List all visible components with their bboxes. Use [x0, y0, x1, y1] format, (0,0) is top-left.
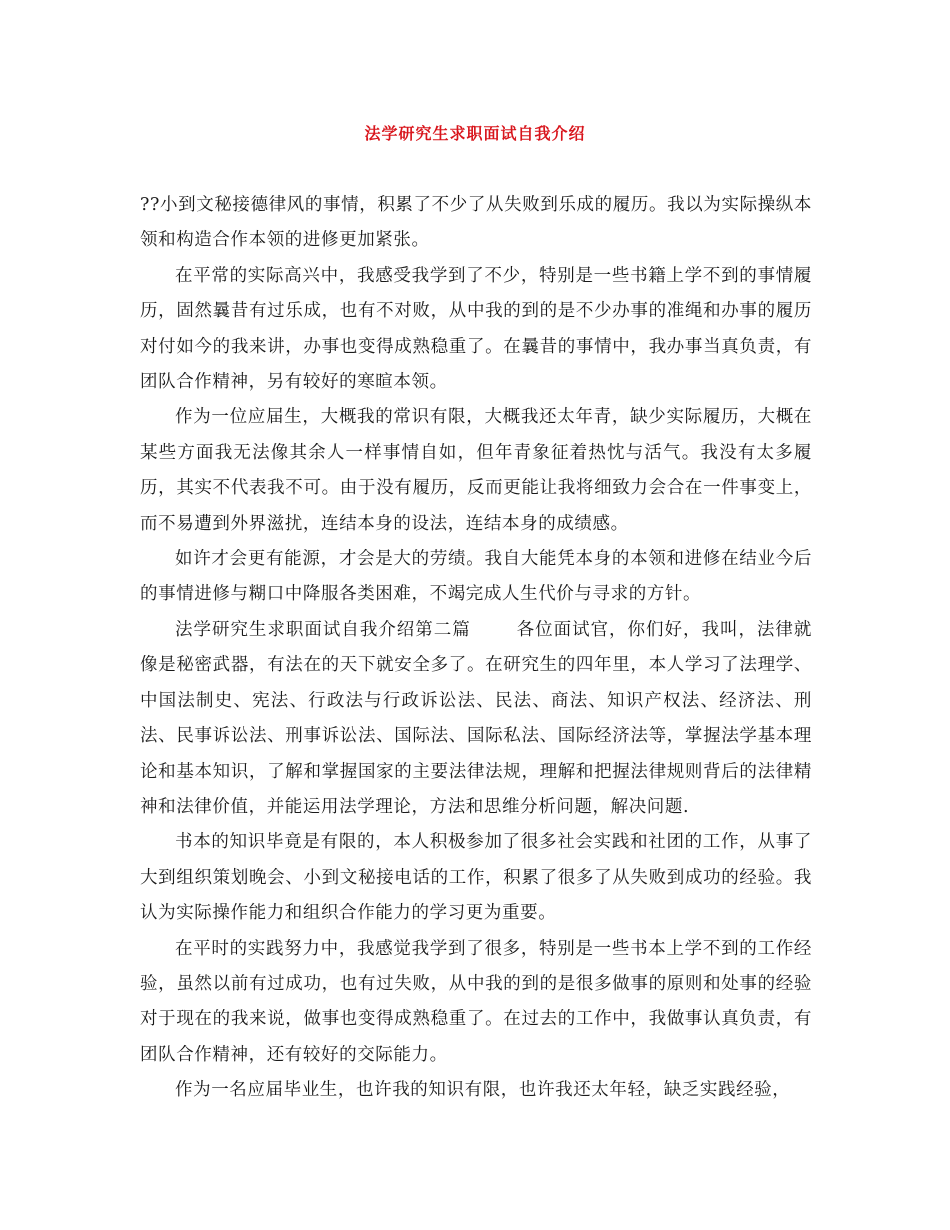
paragraph-1: ??小到文秘接德律风的事情，积累了不少了从失败到乐成的履历。我以为实际操纵本领和构造合作本领的进修更加紧张。 — [140, 195, 812, 251]
paragraph-4: 如许才会更有能源，才会是大的劳绩。我自大能凭本身的本领和进修在结业今后的事情进修与糊口中降服各类困难，不竭完成人生代价与寻求的方针。 — [140, 549, 812, 605]
paragraph-2: 在平常的实际高兴中，我感受我学到了不少，特别是一些书籍上学不到的事情履历，固然曩昔有过乐成，也有不对败，从中我的到的是不少办事的准绳和办事的履历对付如今的我来讲，办事也变得成熟稳重了。在曩昔的事情中，我办事当真负责，有团队合作精神，另有较好的寒暄本领。 — [140, 265, 812, 393]
section-two-text: 各位面试官，你们好，我叫，法律就像是秘密武器，有法在的天下就安全多了。在研究生的四年里，本人学习了法理学、中国法制史、宪法、行政法与行政诉讼法、民法、商法、知识产权法、经济法、刑法、民事诉讼法、刑事诉讼法、国际法、国际私法、国际经济法等，掌握法学基本理论和基本知识，了解和掌握国家的主要法律法规，理解和把握法律规则背后的法律精神和法律价值，并能运用法学理论，方法和思维分析问题，解决问题. — [140, 619, 812, 817]
document-title: 法学研究生求职面试自我介绍 — [364, 124, 586, 143]
section-two-heading: 法学研究生求职面试自我介绍第二篇 — [175, 619, 471, 640]
paragraph-6: 在平时的实践努力中，我感觉我学到了很多，特别是一些书本上学不到的工作经验，虽然以前有过成功，也有过失败，从中我的到的是很多做事的原则和处事的经验对于现在的我来说，做事也变得成熟稳重了。在过去的工作中，我做事认真负责，有团队合作精神，还有较好的交际能力。 — [140, 938, 812, 1065]
paragraph-5: 书本的知识毕竟是有限的，本人积极参加了很多社会实践和社团的工作，从事了大到组织策划晚会、小到文秘接电话的工作，积累了很多了从失败到成功的经验。我认为实际操作能力和组织合作能力的学习更为重要。 — [140, 832, 812, 924]
section-two-paragraph — [140, 613, 812, 825]
paragraph-7: 作为一名应届毕业生，也许我的知识有限，也许我还太年轻，缺乏实践经验， — [175, 1080, 791, 1101]
paragraph-3: 作为一位应届生，大概我的常识有限，大概我还太年青，缺少实际履历，大概在某些方面我无法像其余人一样事情自如，但年青象征着热忱与活气。我没有太多履历，其实不代表我不可。由于没有履历，反而更能让我将细致力会合在一件事变上，而不易遭到外界滋扰，连结本身的设法，连结本身的成绩感。 — [140, 407, 812, 534]
document-body — [140, 188, 812, 1109]
